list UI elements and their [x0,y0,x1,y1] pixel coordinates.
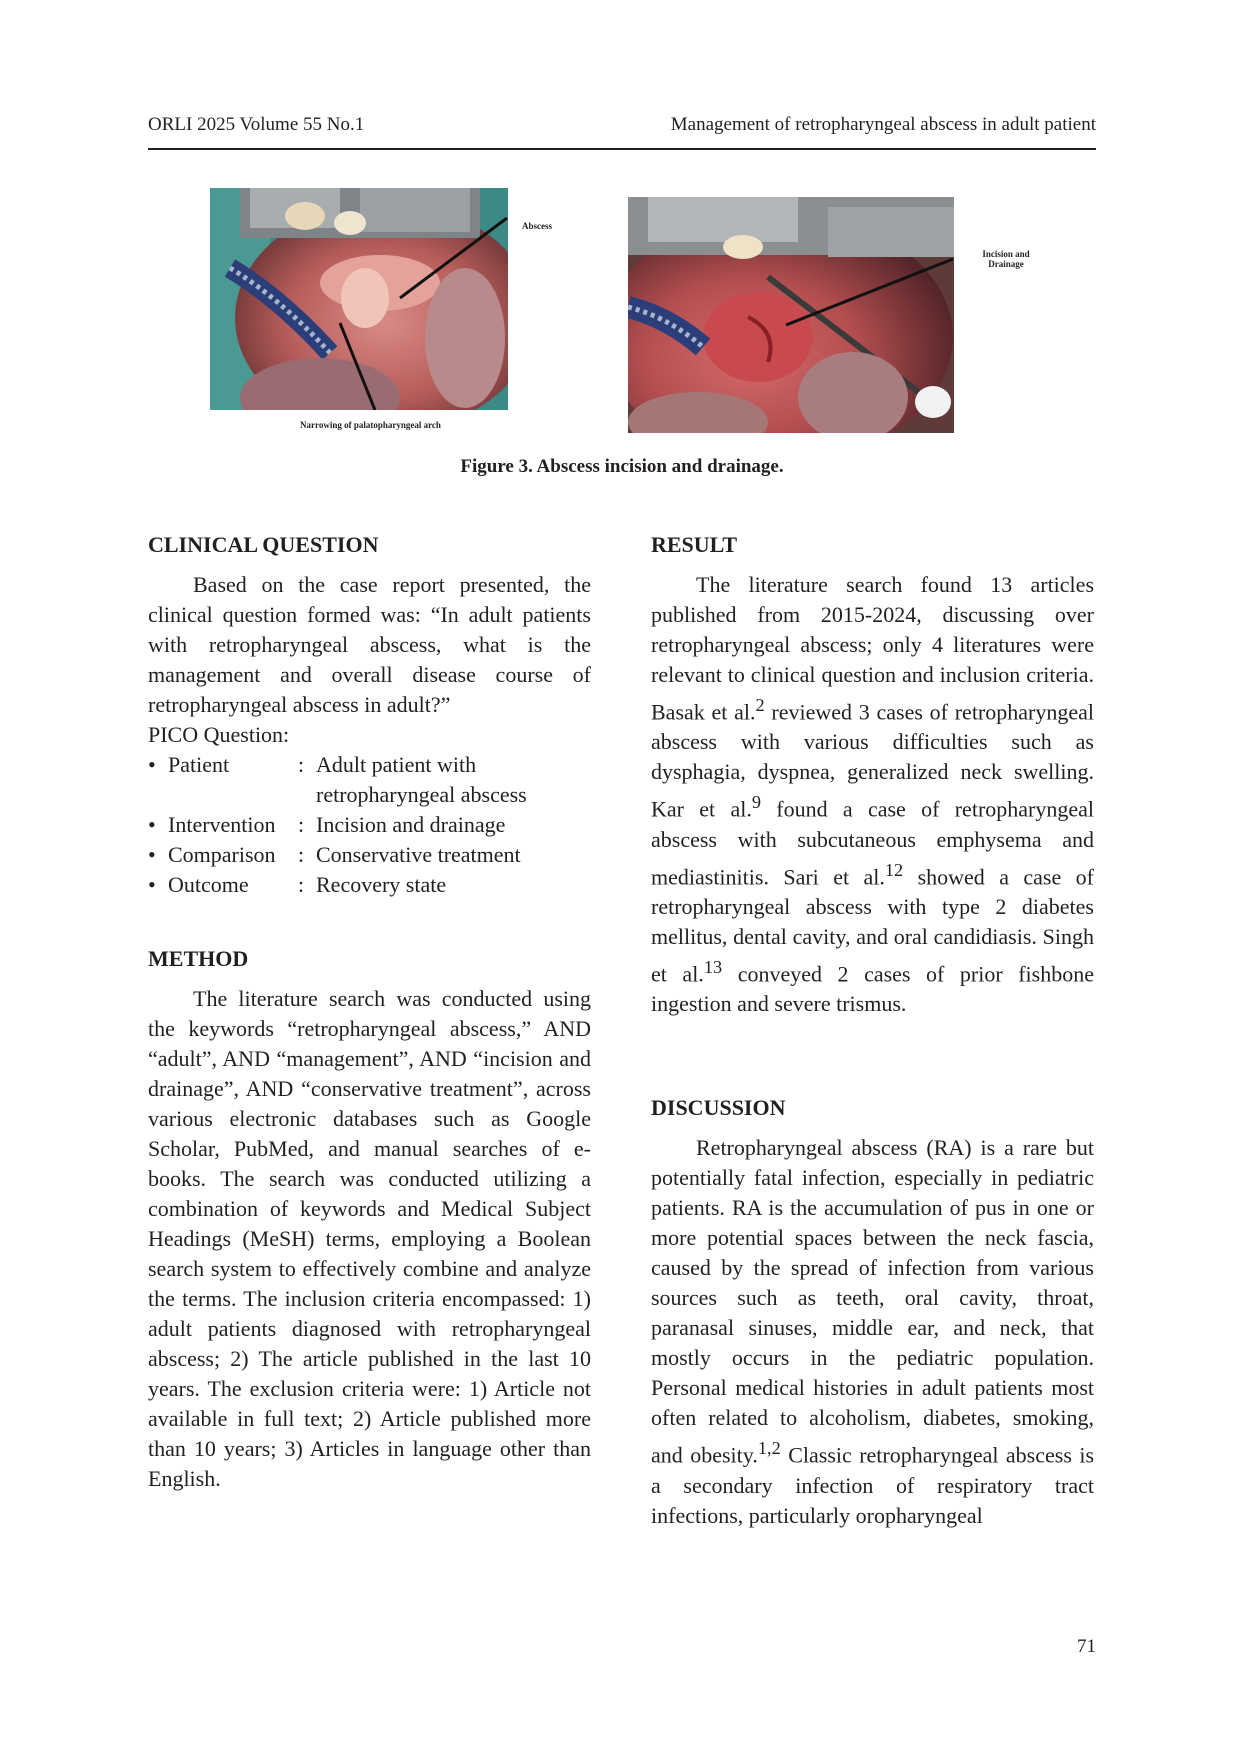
result-heading: RESULT [651,532,738,557]
right-column [651,530,1094,1531]
running-title: Management of retropharyngeal abscess in adult patient [670,114,1096,135]
clinical-question-paragraph: Based on the case report presented, the clinical question formed was: “In adult patients with retropharyngeal abscess, what is the management and overall disease course of retropharyngeal abscess in adult?” [148,572,591,717]
pico-item: • Outcome : Recovery state [148,870,591,900]
journal-info: ORLI 2025 Volume 55 No.1 [148,114,365,135]
method-paragraph: The literature search was conducted using the keywords “retropharyngeal abscess,” AND “adult”, AND “management”, AND “incision and drainage”, AND “conservative treatment”, across various electronic databases such as Google Scholar, PubMed, and manual searches of e-books. The search was conducted utilizing a combination of keywords and Medical Subject Headings (MeSH) terms, employing a Boolean search system to effectively combine and analyze the terms. The inclusion criteria encompassed: 1) adult patients diagnosed with retropharyngeal abscess; 2) The article published in the last 10 years. The exclusion criteria were: 1) Article not available in full text; 2) Article published more than 10 years; 3) Articles in language other than English. [148,986,591,1491]
citation: 12 [884,859,904,880]
running-header [148,112,1096,150]
bullet-icon: • [148,842,156,867]
incision-drainage-photo [628,197,954,433]
abscess-label: Abscess [522,221,553,231]
citation: 1,2 [757,1438,781,1459]
abscess-photo [210,188,508,410]
citation: 9 [751,792,761,813]
method-heading: METHOD [148,946,249,971]
bullet-icon: • [148,812,156,837]
clinical-question-heading: CLINICAL QUESTION [148,532,379,557]
pico-title: PICO Question: [148,722,290,747]
bullet-icon: • [148,872,156,897]
incision-drainage-label: Incision and Drainage [982,249,1030,270]
result-paragraph: The literature search found 13 articles published from 2015-2024, discussing over retropharyngeal abscess; only 4 literatures were relevant to clinical question and inclusion criteria. Basak et al.$^2$ reviewed 3 cases of retropharyngeal abscess with various difficulties such as dysphagia, dyspnea, generalized neck swelling. Kar et al.$^9$ found a case of retropharyngeal abscess with subcutaneous emphysema and mediastinitis. Sari et al.$^{12}$ showed a case of retropharyngeal abscess with type 2 diabetes mellitus, dental cavity, and oral candidiasis. Singh et al.$^{13}$ conveyed 2 cases of prior fishbone ingestion and severe trismus. [651,572,1094,1017]
pico-item: • Comparison : Conservative treatment [148,840,591,870]
figure-caption: Figure 3. Abscess incision and drainage. [460,456,784,477]
page-number: 71 [1077,1636,1096,1657]
narrowing-label: Narrowing of palatopharyngeal arch [300,420,441,430]
discussion-heading: DISCUSSION [651,1095,786,1121]
pico-item: • Intervention : Incision and drainage [148,810,591,840]
citation: 13 [703,956,723,977]
pico-item: • Patient : Adult patient with retropharyngeal abscess [148,750,591,810]
citation: 2 [755,695,765,715]
bullet-icon: • [148,752,156,777]
left-column [148,530,591,1494]
discussion-paragraph: Retropharyngeal abscess (RA) is a rare but potentially fatal infection, especially in pediatric patients. RA is the accumulation of pus in one or more potential spaces between the neck fascia, caused by the spread of infection from various sources such as teeth, oral cavity, throat, paranasal sinuses, middle ear, and neck, that mostly occurs in the pediatric population. Personal medical histories in adult patients most often related to alcoholism, diabetes, smoking, and obesity.$^{1,2}$ Classic retropharyngeal abscess is a secondary infection of respiratory tract infections, particularly oropharyngeal [651,1135,1095,1528]
